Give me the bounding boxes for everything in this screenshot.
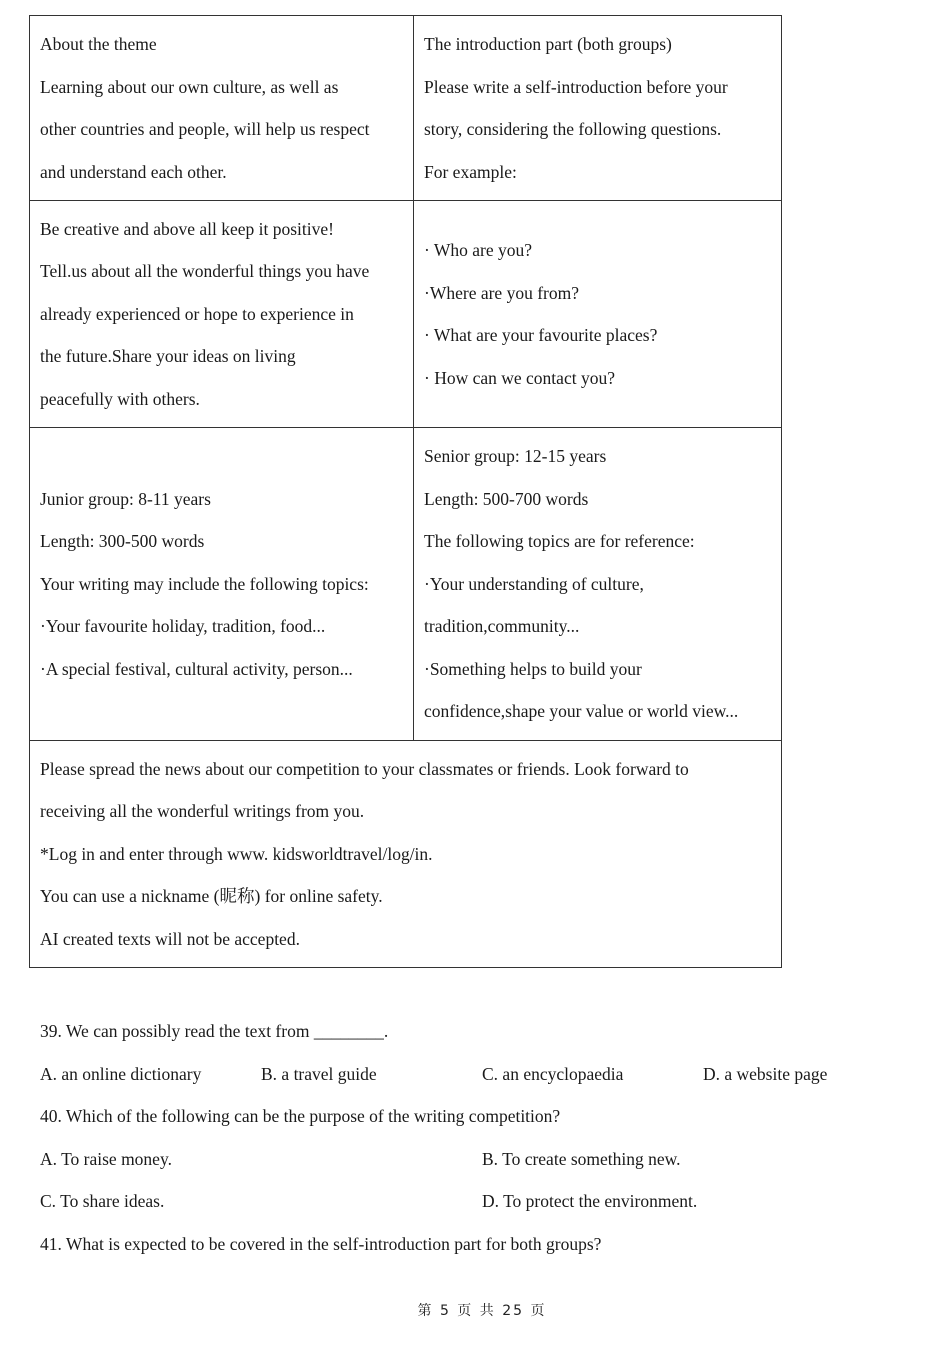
theme-text-line: Learning about our own culture, as well as — [40, 76, 339, 97]
table-row — [30, 428, 781, 741]
question-39-option-b[interactable]: B. a travel guide — [261, 1063, 377, 1084]
senior-group-line: confidence,shape your value or world view... — [424, 701, 739, 722]
question-39-option-c[interactable]: C. an encyclopaedia — [482, 1063, 624, 1084]
theme-cell — [30, 16, 414, 200]
notice-line: You can use a nickname (昵称) for online safety. — [40, 886, 383, 907]
notice-line: AI created texts will not be accepted. — [40, 928, 300, 949]
theme-heading: About the theme — [40, 34, 157, 54]
question-bullet: · What are your favourite places? — [424, 325, 658, 345]
notice-line: Please spread the news about our competition to your classmates or friends. Look forward to — [40, 758, 689, 779]
question-41-stem: 41. What is expected to be covered in the self-introduction part for both groups? — [40, 1233, 602, 1254]
table-row — [30, 741, 781, 967]
question-40-option-d[interactable]: D. To protect the environment. — [482, 1191, 698, 1211]
theme-text-line: other countries and people, will help us respect — [40, 119, 370, 139]
introduction-heading: The introduction part (both groups) — [424, 34, 672, 54]
question-40-option-b[interactable]: B. To create something new. — [482, 1148, 681, 1169]
question-39-option-d[interactable]: D. a website page — [703, 1063, 828, 1084]
introduction-cell — [414, 16, 781, 200]
introduction-text-line: story, considering the following questions. — [424, 119, 722, 139]
senior-group-line: ·Something helps to build your — [424, 658, 642, 679]
junior-group-line: ·Your favourite holiday, tradition, food... — [40, 616, 326, 637]
notice-line: receiving all the wonderful writings from you. — [40, 801, 365, 822]
junior-group-line: Your writing may include the following topics: — [40, 573, 369, 594]
competition-info-table — [29, 15, 782, 968]
question-40-stem: 40. Which of the following can be the purpose of the writing competition? — [40, 1106, 561, 1126]
table-row — [30, 201, 781, 428]
question-39-stem: 39. We can possibly read the text from ________. — [40, 1021, 389, 1041]
theme-text-line: and understand each other. — [40, 161, 227, 182]
senior-group-line: tradition,community... — [424, 616, 580, 637]
junior-group-cell — [30, 428, 414, 740]
junior-group-line: Junior group: 8-11 years — [40, 488, 211, 509]
question-39-option-a[interactable]: A. an online dictionary — [40, 1063, 202, 1084]
junior-group-line: Length: 300-500 words — [40, 531, 205, 552]
senior-group-line: The following topics are for reference: — [424, 531, 695, 552]
questions-list-cell — [414, 201, 781, 427]
positive-text-line: peacefully with others. — [40, 388, 200, 409]
introduction-text-line: Please write a self-introduction before your — [424, 76, 728, 97]
question-40-options-row-1 — [40, 1138, 900, 1181]
question-40-option-a[interactable]: A. To raise money. — [40, 1148, 172, 1169]
table-row — [30, 16, 781, 201]
question-section — [40, 1010, 900, 1265]
notice-line: *Log in and enter through www. kidsworldtravel/log/in. — [40, 843, 433, 864]
senior-group-line: ·Your understanding of culture, — [424, 573, 644, 594]
senior-group-line: Senior group: 12-15 years — [424, 446, 607, 467]
introduction-text-line: For example: — [424, 161, 517, 182]
question-bullet: · Who are you? — [424, 240, 533, 260]
question-40-option-c[interactable]: C. To share ideas. — [40, 1191, 165, 1211]
senior-group-cell — [414, 428, 781, 740]
page-number-footer: 第 5 页 共 25 页 — [417, 1303, 547, 1319]
question-bullet: · How can we contact you? — [424, 367, 615, 388]
positive-text-line: the future.Share your ideas on living — [40, 346, 296, 367]
question-bullet: ·Where are you from? — [424, 282, 579, 303]
notice-cell — [30, 741, 781, 967]
positive-text-line: Be creative and above all keep it positive! — [40, 218, 334, 239]
question-40-options-row-2 — [40, 1180, 900, 1223]
senior-group-line: Length: 500-700 words — [424, 488, 589, 509]
positive-cell — [30, 201, 414, 427]
question-39-options — [40, 1053, 900, 1096]
positive-text-line: Tell.us about all the wonderful things you have — [40, 261, 370, 282]
junior-group-line: ·A special festival, cultural activity, person... — [40, 658, 353, 679]
positive-text-line: already experienced or hope to experience in — [40, 303, 354, 324]
